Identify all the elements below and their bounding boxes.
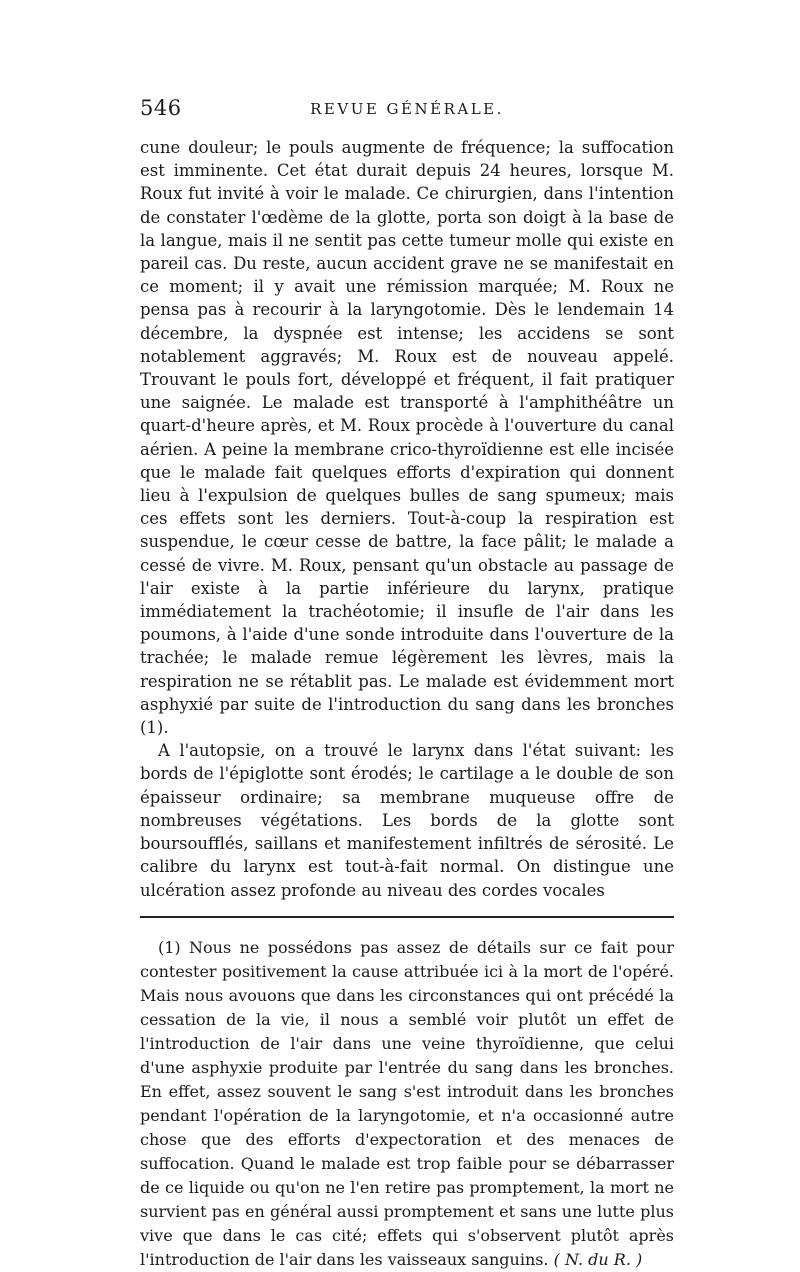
running-title: REVUE GÉNÉRALE. — [310, 100, 504, 118]
footnote — [140, 936, 674, 1272]
paragraph: cune douleur; le pouls augmente de fréquence; la suffocation est imminente. Cet état durait depuis 24 heures, lorsque M. Roux fut invité à voir le malade. Ce chirurgien, dans l'intention de constater l'œdème de la glotte, porta son doigt à la base de la langue, mais il ne sentit pas cette tumeur molle qui existe en pareil cas. Du reste, aucun accident grave ne se manifestait en ce moment; il y avait une rémission marquée; M. Roux ne pensa pas à recourir à la laryngotomie. Dès le lendemain 14 décembre, la dyspnée est intense; les accidens se sont notablement aggravés; M. Roux est de nouveau appelé. Trouvant le pouls fort, développé et fréquent, il fait pratiquer une saignée. Le malade est transporté à l'amphithéâtre un quart-d'heure après, et M. Roux procède à l'ouverture du canal aérien. A peine la membrane crico-thyroïdienne est elle incisée que le malade fait quelques efforts d'expiration qui donnent lieu à l'expulsion de quelques bulles de sang spumeux; mais ces effets sont les derniers. Tout-à-coup la respiration est suspendue, le cœur cesse de battre, la face pâlit; le malade a cessé de vivre. M. Roux, pensant qu'un obstacle au passage de l'air existe à la partie inférieure du larynx, pratique immédiatement la trachéotomie; il insufle de l'air dans les poumons, à l'aide d'une sonde introduite dans l'ouverture de la trachée; le malade remue légèrement les lèvres, mais la respiration ne se rétablit pas. Le malade est évidemment mort asphyxié par suite de l'introduction du sang dans les bronches (1). — [140, 138, 674, 738]
page-header — [140, 96, 674, 126]
paragraph: A l'autopsie, on a trouvé le larynx dans l'état suivant: les bords de l'épiglotte sont érodés; le cartilage a le double de son épaisseur ordinaire; sa membrane muqueuse offre de nombreuses végétations. Les bords de la glotte sont boursoufflés, saillans et manifestement infiltrés de sérosité. Le calibre du larynx est tout-à-fait normal. On distingue une ulcération assez profonde au niveau des cordes vocales — [140, 741, 674, 900]
footnote-separator — [140, 916, 674, 918]
page-number: 546 — [140, 96, 182, 120]
footnote-signature: ( N. du R. ) — [553, 1249, 643, 1269]
main-text — [140, 136, 674, 902]
footnote-text: (1) Nous ne possédons pas assez de détails sur ce fait pour contester positivement la cause attribuée ici à la mort de l'opéré. Mais nous avouons que dans les circonstances qui ont précédé la cessation de la vie, il nous a semblé voir plutôt un effet de l'introduction de l'air dans une veine thyroïdienne, que celui d'une asphyxie produite par l'entrée du sang dans les bronches. En effet, assez souvent le sang s'est introduit dans les bronches pendant l'opération de la laryngotomie, et n'a occasionné autre chose que des efforts d'expectoration et des menaces de suffocation. Quand le malade est trop faible pour se débarrasser de ce liquide ou qu'on ne l'en retire pas promptement, la mort ne survient pas en général aussi promptement et sans une lutte plus vive que dans le cas cité; effets qui s'observent plutôt après l'introduction de l'air dans les vaisseaux sanguins. — [140, 937, 674, 1269]
